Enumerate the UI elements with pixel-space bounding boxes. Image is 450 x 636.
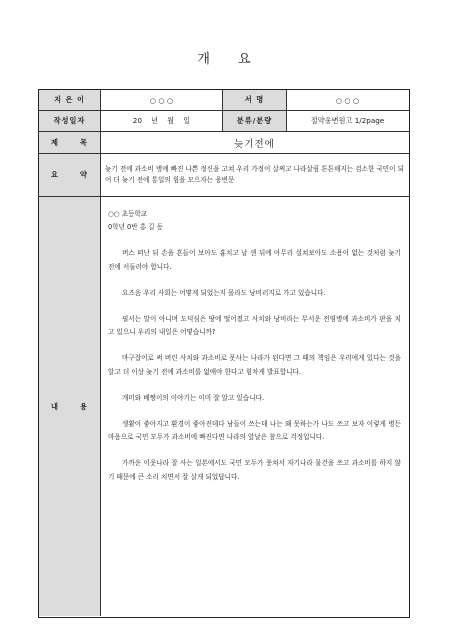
subject-value: 늦기전에 bbox=[234, 138, 275, 150]
speech-form bbox=[38, 89, 410, 618]
summary-label: 요 약 bbox=[39, 154, 101, 196]
paragraph: 마구잡이로 써 버린 사치와 과소비로 못사는 나라가 된다면 그 때의 책임은 우리에게 있다는 것을 알고 더 이상 늦기 전에 과소비를 없애야 한다고 힘차게 발표합니다. bbox=[108, 354, 401, 376]
page-title-char-1: 개 bbox=[197, 52, 212, 67]
paragraph: 생활이 좋아지고 환경이 좋아진데다 남들이 쓰는데 나는 왜 못하는가 나도 쓰고 보자 이렇게 병든 마음으로 국민 모두가 과소비에 빠진다면 나라의 앞날은 참으로 걱정입니다. bbox=[108, 420, 401, 442]
content-body bbox=[101, 197, 408, 616]
student-name: 0학년 0반 홍 길 동 bbox=[108, 223, 163, 232]
summary-row bbox=[39, 154, 409, 197]
date-value: 20 년 월 일 bbox=[101, 111, 223, 131]
date-row bbox=[39, 111, 409, 132]
author-value: ○ ○ ○ bbox=[101, 90, 223, 110]
content-label: 내 용 bbox=[39, 197, 101, 616]
paragraph: 요즈음 우리 사회는 어떻게 되었는지 몰라도 낭비러지로 가고 있습니다. bbox=[122, 288, 326, 297]
category-value: 절약웅변원고 1/2page bbox=[310, 116, 385, 125]
page-title bbox=[0, 48, 450, 67]
paragraph: 가까운 이웃나라 잘 사는 일본에서도 국민 모두가 풍쳐서 자기나라 물건을 쓰고 과소비를 하지 않기 때문에 큰 소리 치면서 잘 살게 되었답니다. bbox=[108, 459, 401, 481]
subject-label: 제 목 bbox=[39, 132, 101, 153]
category-label: 분류/분량 bbox=[223, 111, 287, 131]
date-label: 작성일자 bbox=[39, 111, 101, 131]
page-title-char-2: 요 bbox=[238, 52, 253, 67]
content-row bbox=[39, 197, 409, 616]
author-row bbox=[39, 90, 409, 111]
summary-text: 늦기 전에 과소비 병에 빠진 나쁜 정신을 고쳐 우리 가정이 살찌고 나라살림 튼튼해지는 검소한 국민이 되어 더 늦기 전에 통일의 힘을 모으자는 웅변문 bbox=[105, 165, 404, 184]
paragraph: 버스 떠난 뒤 손을 흔들어 보아도 흉치고 날 샌 뒤에 아무리 설쳐보아도 소용이 없는 것처럼 늦기 전에 서둘러야 합니다. bbox=[108, 249, 401, 271]
name-label: 서 명 bbox=[223, 90, 287, 110]
subject-row bbox=[39, 132, 409, 154]
author-label: 지 은 이 bbox=[39, 90, 101, 110]
name-value: ○ ○ ○ bbox=[335, 95, 360, 105]
paragraph: 필서는 말이 아니며 도덕심은 땅에 떨어졌고 사치와 낭비라는 무서운 전염병에 과소비가 판을 치고 있으니 우리의 내일은 어떻습니까? bbox=[108, 315, 401, 337]
paragraph: 개미와 베짱이의 이야기는 이미 잘 알고 있습니다. bbox=[122, 393, 265, 402]
school-name: ○○ 초등학교 bbox=[108, 210, 148, 218]
